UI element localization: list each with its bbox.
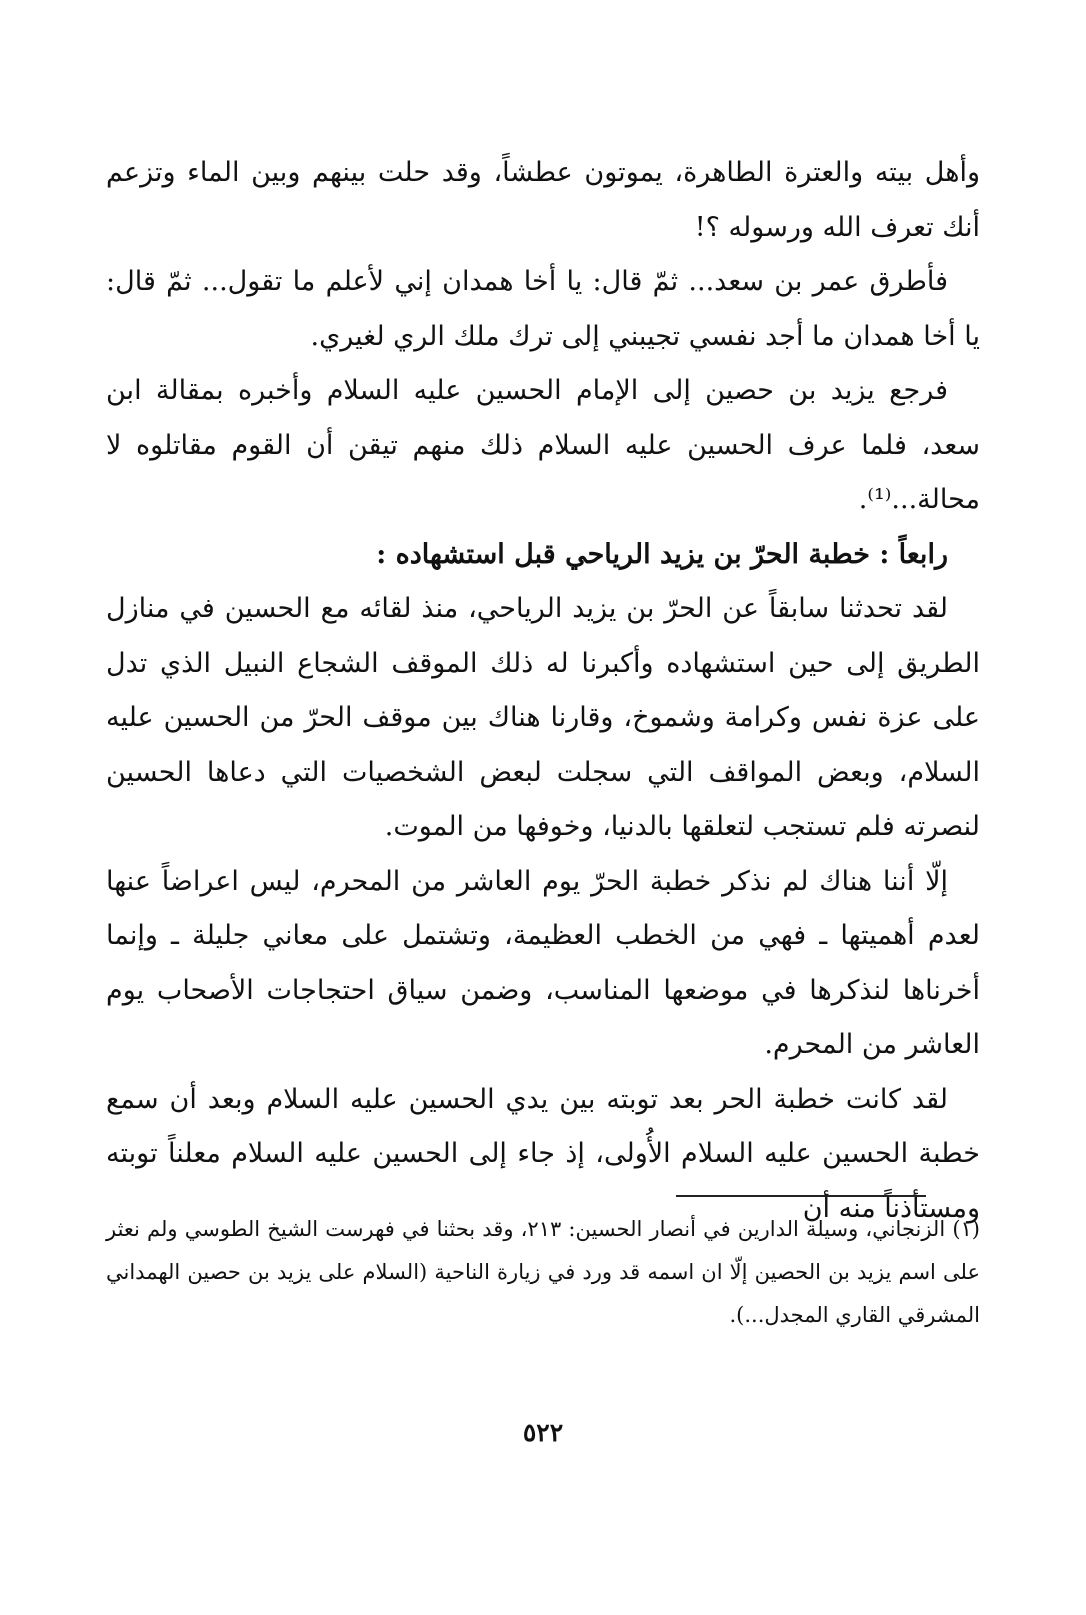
footnote-divider [676,1195,926,1197]
paragraph-hurr-repentance: لقد كانت خطبة الحر بعد توبته بين يدي الحسين عليه السلام وبعد أن سمع خطبة الحسين عليه السلام الأُولى، إذ جاء إلى الحسين عليه السلام معلناً توبته ومستأذناً منه أن [106,1083,980,1224]
footnotes [106,1208,980,1337]
footnote-1: (١) الزنجاني، وسيلة الدارين في أنصار الحسين: ٢١٣، وقد بحثنا في فهرست الشيخ الطوسي ولم نعثر على اسم يزيد بن الحصين إلّا ان اسمه قد ورد في زيارة الناحية (السلام على يزيد بن حصين الهمداني المشرقي القاري المجدل...). [106,1217,980,1327]
paragraph-continuation: وأهل بيته والعترة الطاهرة، يموتون عطشاً، وقد حلت بينهم وبين الماء وتزعم أنك تعرف الله ورسوله ؟! [106,157,980,243]
paragraph-umar-reply: فأطرق عمر بن سعد... ثمّ قال: يا أخا همدان إني لأعلم ما تقول... ثمّ قال: يا أخا همدان ما أجد نفسي تجيبني إلى ترك ملك الري لغيري. [106,266,980,352]
paragraph-hurr-sermon-note: إلّا أننا هناك لم نذكر خطبة الحرّ يوم العاشر من المحرم، ليس اعراضاً عنها لعدم أهميتها ـ فهي من الخطب العظيمة، وتشتمل على معاني جليلة ـ وإنما أخرناها لنذكرها في موضعها المناسب، وضمن سياق احتجاجات الأصحاب يوم العاشر من المحرم. [106,865,980,1060]
page-number: ٥٢٢ [522,1418,564,1447]
section-heading: رابعاً : خطبة الحرّ بن يزيد الرياحي قبل استشهاده : [376,538,948,570]
paragraph-hurr-intro: لقد تحدثنا سابقاً عن الحرّ بن يزيد الرياحي، منذ لقائه مع الحسين في منازل الطريق إلى حين استشهاده وأكبرنا له ذلك الموقف الشجاع النبيل الذي تدل على عزة نفس وكرامة وشموخ، وقارنا هناك بين موقف الحرّ من الحسين عليه السلام، وبعض المواقف التي سجلت لبعض الشخصيات التي دعاها الحسين لنصرته فلم تستجب لتعلقها بالدنيا، وخوفها من الموت. [106,593,980,842]
main-text [106,146,980,1236]
paragraph-yazid-return: فرجع يزيد بن حصين إلى الإمام الحسين عليه السلام وأخبره بمقالة ابن سعد، فلما عرف الحسين عليه السلام ذلك منهم تيقن أن القوم مقاتلوه لا محالة...⁽¹⁾. [106,375,980,515]
